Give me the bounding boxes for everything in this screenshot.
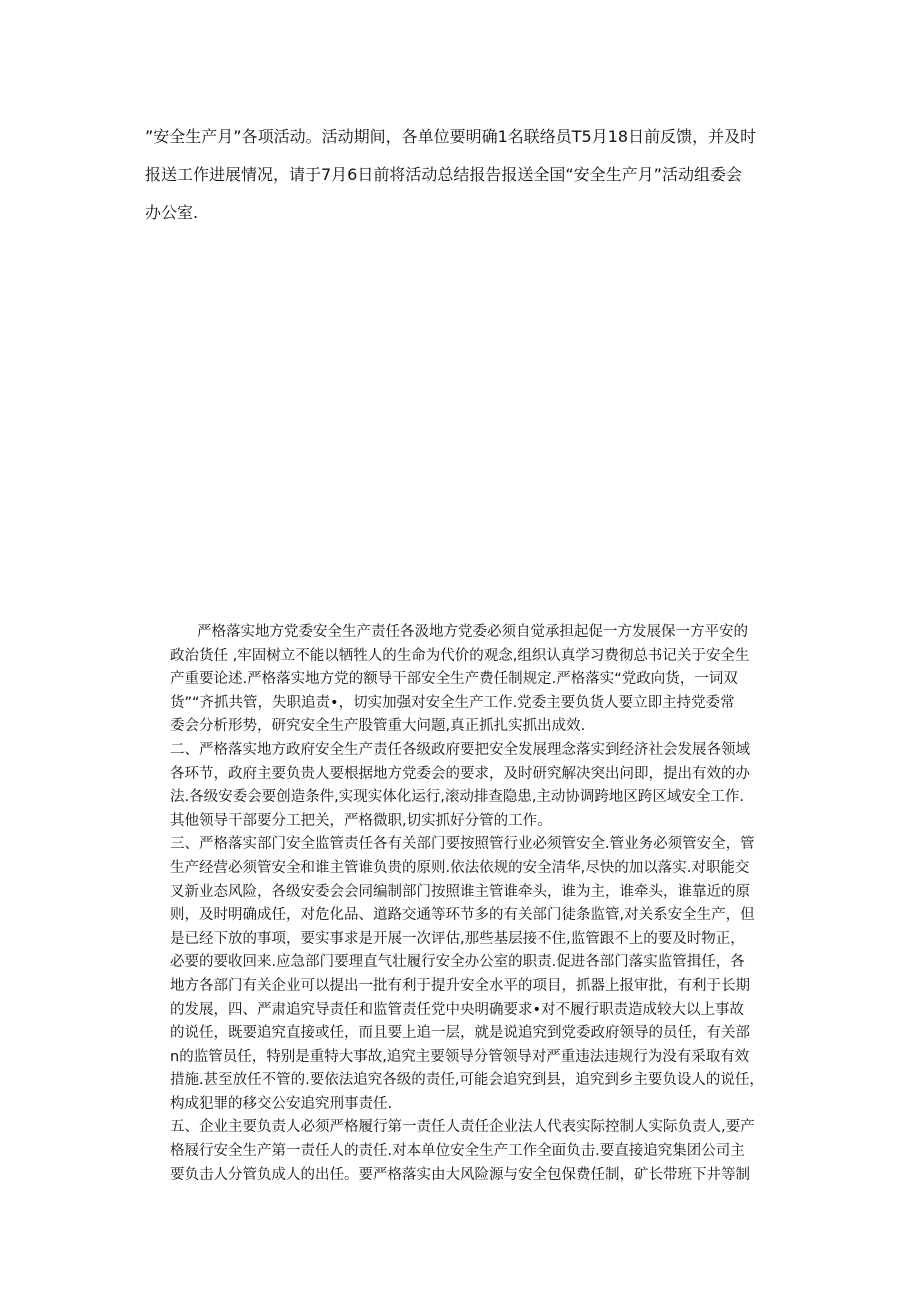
text-line: 叉新业态风险，各级安委会会同编制部门按照谁主管谁牵头，谁为主，谁牵头，谁靠近的原	[170, 883, 750, 900]
top-paragraph	[145, 118, 795, 232]
text-line: 报送工作进展情况，请于7月6日前将活动总结报告报送全国“安全生产月”活动组委会	[145, 165, 742, 184]
text-line: 要负击人分管负成人的出任。要严格落实由大风险源与安全包保费任制，矿长带班下井等制	[170, 1166, 750, 1183]
text-line: 产重要论述.严格落实地方党的额导干部安全生产费任制规定.严格落实“党政向货，一词双	[170, 671, 738, 688]
body-section	[170, 621, 790, 1187]
text-line: 二、严格落实地方政府安全生产责任各级政府要把安全发展理念落实到经济社会发展各领域	[170, 741, 750, 758]
text-line: 办公室.	[145, 203, 199, 222]
text-line: 构成犯罪的移交公安追究刑事责任.	[170, 1095, 393, 1112]
text-line: 是已经下放的事项，要实事求是开展一次评估,那些基层接不住,监管跟不上的要及时物正，	[170, 930, 745, 947]
text-line: 法.各级安委会要创造条件,实现实体化运行,滚动排查隐患,主动协调跨地区跨区域安全工作.	[170, 789, 745, 806]
text-line: 格屐行安全生产第一责任人的责任.对本单位安全生产工作全面负击.要直接追究集团公司主	[170, 1143, 745, 1160]
text-line: 生产经营必须管安全和谁主管谁负贵的原则.依法依规的安全清华,尽快的加以落实.对职能交	[170, 859, 750, 876]
text-line: 必要的要收回来.应急部门要理直气壮履行安全办公室的职责.促进各部门落实监管揖任，各	[170, 954, 745, 971]
text-line: 的发展，四、严肃追究导责任和监管责任党中央明确要求•对不履行职责造成较大以上事故	[170, 1001, 745, 1018]
text-line: 地方各部门有关企业可以提出一批有利于提升安全水平的项目，抓器上报审批，有利于长期	[170, 977, 750, 994]
text-line: 委会分析形势，研究安全生产股管重大问题,真正抓扎实抓出成效.	[170, 718, 586, 735]
text-line: 则，及时明确成任，对危化品、道路交通等环节多的有关部门徒条监管,对关系安全生产，但	[170, 907, 755, 924]
text-line: ”安全生产月”各项活动。活动期间，各单位要明确1名联络员T5月18日前反馈，并及时	[145, 127, 757, 146]
text-line: 政治货任 ,牢固树立不能以牺牲人的生命为代价的观念,组织认真学习费彻总书记关于安全生	[170, 647, 750, 664]
text-line: 各环节，政府主要负贵人要根据地方党委会的要求，及时研究解决突出问即，提出有效的办	[170, 765, 750, 782]
text-line: 五、企业主要负责人必须严格履行第一责任人责任企业法人代表实际控制人实际负责人,要产	[170, 1119, 755, 1136]
text-line: 严格落实地方党委安全生产责任各汲地方党委必须自觉承担起促一方发展保一方平安的	[197, 624, 748, 640]
text-line: 货”“齐抓共管，失职追责•，切实加强对安全生产工作.党委主要负货人要立即主持党委常	[170, 694, 735, 711]
text-line: 措施.甚至放任不管的.要依法追究各级的责任,可能会追究到县，追究到乡主要负设人的说任，	[170, 1072, 764, 1089]
text-line: 的说任，既要追究直接或任，而且要上追一层，就是说追究到党委政府领导的员任，有关部	[170, 1025, 750, 1042]
text-line: 三、严格落实部门安全监管责任各有关部门要按照管行业必须管安全.管业务必须管安全，管	[170, 836, 755, 853]
text-line: n的监管员任，特别是重特大事故,追究主要领导分管领导对严重违法违规行为没有采取有效	[170, 1048, 750, 1065]
text-line: 其他领导干部要分工把关，严格微职,切实抓好分管的工作。	[170, 812, 552, 829]
